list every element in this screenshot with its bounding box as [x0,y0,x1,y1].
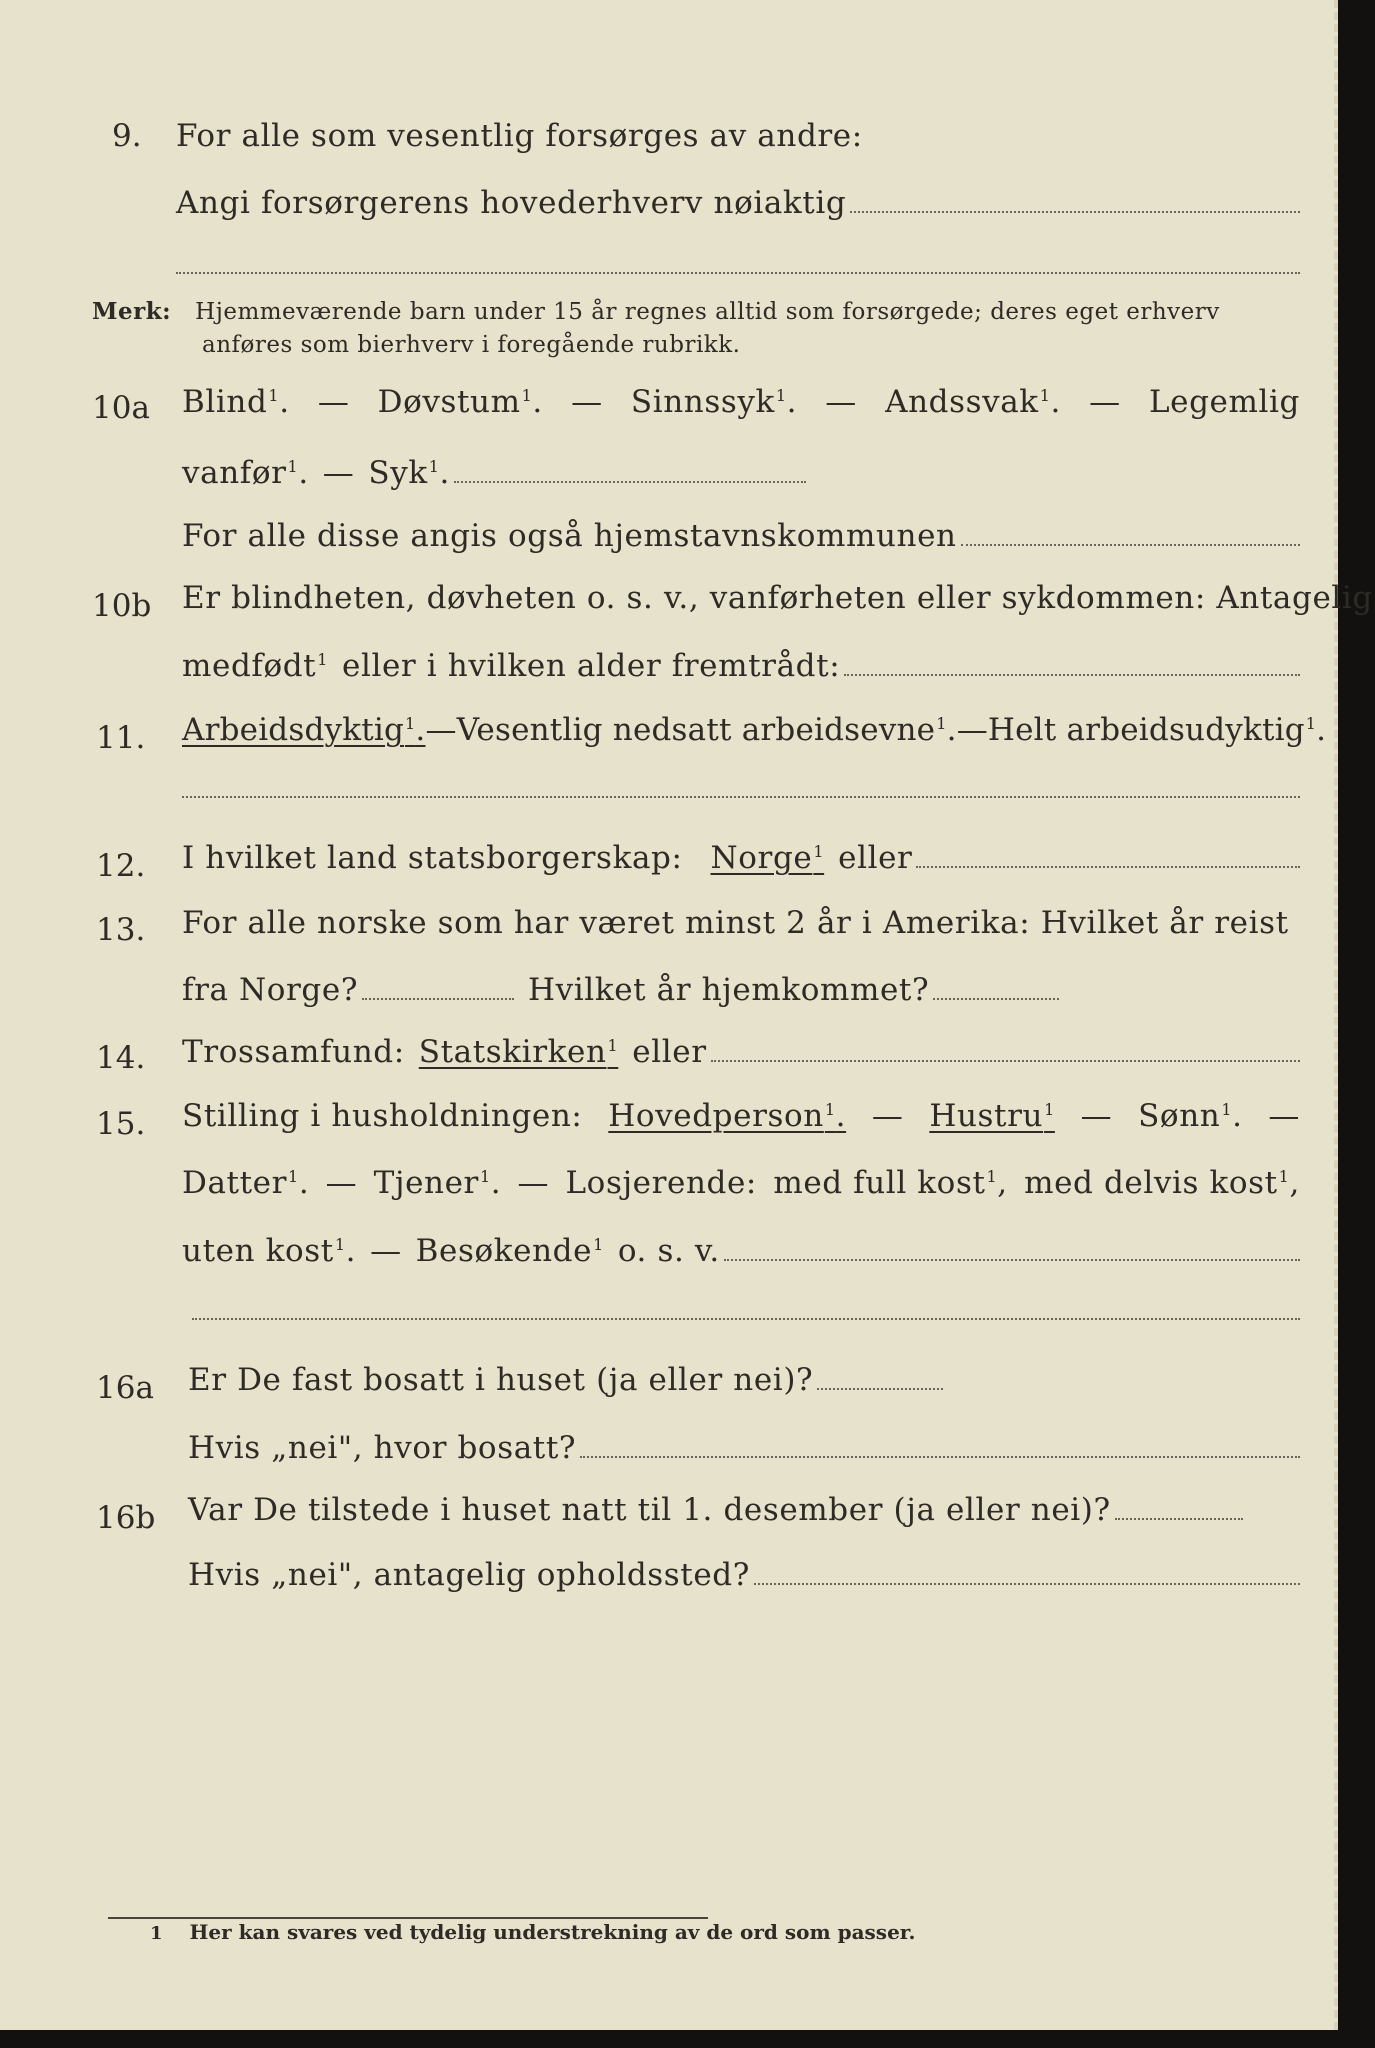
question-9-line-2: Angi forsørgerens hovederhverv nøiaktig [176,185,1300,221]
option-syk[interactable]: Syk$^1$. [368,455,450,491]
question-16a-number: 16a [96,1370,154,1406]
answer-line-16b-2[interactable] [754,1583,1300,1585]
option-tjener[interactable]: Tjener$^1$. [373,1165,502,1201]
option-nedsatt-arbeidsevne[interactable]: Vesentlig nedsatt arbeidsevne$^1$. [456,712,957,748]
question-10a-number: 10a [92,390,150,426]
answer-line-15b[interactable] [192,1318,1300,1320]
answer-line-10a-1[interactable] [454,481,806,483]
question-10b-number: 10b [92,588,152,624]
question-9-line-1: For alle som vesentlig forsørges av andre: [176,118,863,154]
question-13-line-1: For alle norske som har været minst 2 år i Amerika: Hvilket år reist [182,905,1289,941]
answer-line-10b[interactable] [844,674,1300,676]
option-hovedperson[interactable]: Hovedperson$^1$. [608,1098,847,1134]
answer-line-15a[interactable] [724,1259,1300,1261]
option-andssvak[interactable]: Andssvak$^1$. [885,384,1061,420]
option-besokende[interactable]: Besøkende$^1$ [415,1233,604,1269]
question-16a-line-1: Er De fast bosatt i huset (ja eller nei)? [188,1362,943,1398]
footnote-rule [108,1917,708,1919]
question-14-number: 14. [96,1040,146,1076]
option-dovstum[interactable]: Døvstum$^1$. [377,384,543,420]
option-norge[interactable]: Norge$^1$ [710,840,825,876]
question-16b-line-2: Hvis „nei", antagelig opholdssted? [188,1557,1300,1593]
question-11-number: 11. [96,720,146,756]
option-vanfor[interactable]: vanfør$^1$. [182,455,309,491]
question-12-number: 12. [96,848,146,884]
option-medfodt[interactable]: medfødt$^1$ [182,648,329,684]
option-statskirken[interactable]: Statskirken$^1$ [418,1034,619,1070]
option-blind[interactable]: Blind$^1$. [182,384,290,420]
question-16b-number: 16b [96,1500,156,1536]
option-datter[interactable]: Datter$^1$. [182,1165,310,1201]
question-10a-line-1: Blind$^1$. — Døvstum$^1$. — Sinnssyk$^1$. — Andssvak$^1$. — Legemlig [182,384,1300,420]
option-uten-kost[interactable]: uten kost$^1$. [182,1233,357,1269]
question-15-line-1: Stilling i husholdningen: Hovedperson$^1$. — Hustru$^1$ — Sønn$^1$. — [182,1098,1300,1134]
option-hustru[interactable]: Hustru$^1$ [929,1098,1055,1134]
answer-line-9b[interactable] [176,272,1300,274]
question-9-number: 9. [112,118,142,154]
option-delvis-kost[interactable]: med delvis kost$^1$, [1024,1165,1300,1201]
answer-line-16b-1[interactable] [1115,1518,1243,1520]
answer-line-12[interactable] [916,866,1300,868]
answer-line-11[interactable] [182,796,1300,798]
question-10a-line-2: vanfør$^1$. — Syk$^1$. [182,455,806,491]
merk-note-line-1: Merk: Hjemmeværende barn under 15 år regnes alltid som forsørgede; deres eget erhverv [92,298,1220,325]
question-10b-line-1: Er blindheten, døvheten o. s. v., vanførheten eller sykdommen: Antagelig [182,580,1373,616]
option-sinnssyk[interactable]: Sinnssyk$^1$. [630,384,798,420]
question-15-number: 15. [96,1106,146,1142]
question-10b-line-2: medfødt$^1$ eller i hvilken alder fremtrådt: [182,648,1300,684]
answer-line-10a-2[interactable] [961,544,1300,546]
option-arbeidsudyktig[interactable]: Helt arbeidsudyktig$^1$. [987,712,1327,748]
question-16b-line-1: Var De tilstede i huset natt til 1. desember (ja eller nei)? [188,1492,1243,1528]
question-13-line-2: fra Norge? Hvilket år hjemkommet? [182,972,1059,1008]
merk-label: Merk: [92,298,172,325]
option-legemlig[interactable]: Legemlig [1148,384,1300,420]
answer-line-14[interactable] [711,1060,1300,1062]
question-12-line: I hvilket land statsborgerskap: Norge$^1$ eller [182,840,1300,876]
question-10a-line-3: For alle disse angis også hjemstavnskommunen [182,518,1300,554]
question-15-line-3: uten kost$^1$. — Besøkende$^1$ o. s. v. [182,1233,1300,1269]
option-sonn[interactable]: Sønn$^1$. [1138,1098,1243,1134]
question-16a-line-2: Hvis „nei", hvor bosatt? [188,1430,1300,1466]
answer-line-16a-1[interactable] [817,1388,943,1390]
question-14-line: Trossamfund: Statskirken$^1$ eller [182,1034,1300,1070]
option-arbeidsdyktig[interactable]: Arbeidsdyktig$^1$. [182,712,426,748]
answer-line-9a[interactable] [850,211,1300,213]
answer-line-16a-2[interactable] [580,1456,1300,1458]
option-full-kost[interactable]: med full kost$^1$, [773,1165,1008,1201]
question-13-number: 13. [96,912,146,948]
answer-line-13a[interactable] [362,998,514,1000]
footnote: 1 Her kan svares ved tydelig understrekning av de ord som passer. [150,1920,916,1944]
merk-note-line-2: anføres som bierhverv i foregående rubrikk. [202,332,741,358]
question-11-line-1: Arbeidsdyktig$^1$. — Vesentlig nedsatt arbeidsevne$^1$. — Helt arbeidsudyktig$^1$. [182,712,1327,748]
answer-line-13b[interactable] [933,998,1059,1000]
question-15-line-2: Datter$^1$. — Tjener$^1$. — Losjerende: med full kost$^1$, med delvis kost$^1$, [182,1165,1300,1201]
